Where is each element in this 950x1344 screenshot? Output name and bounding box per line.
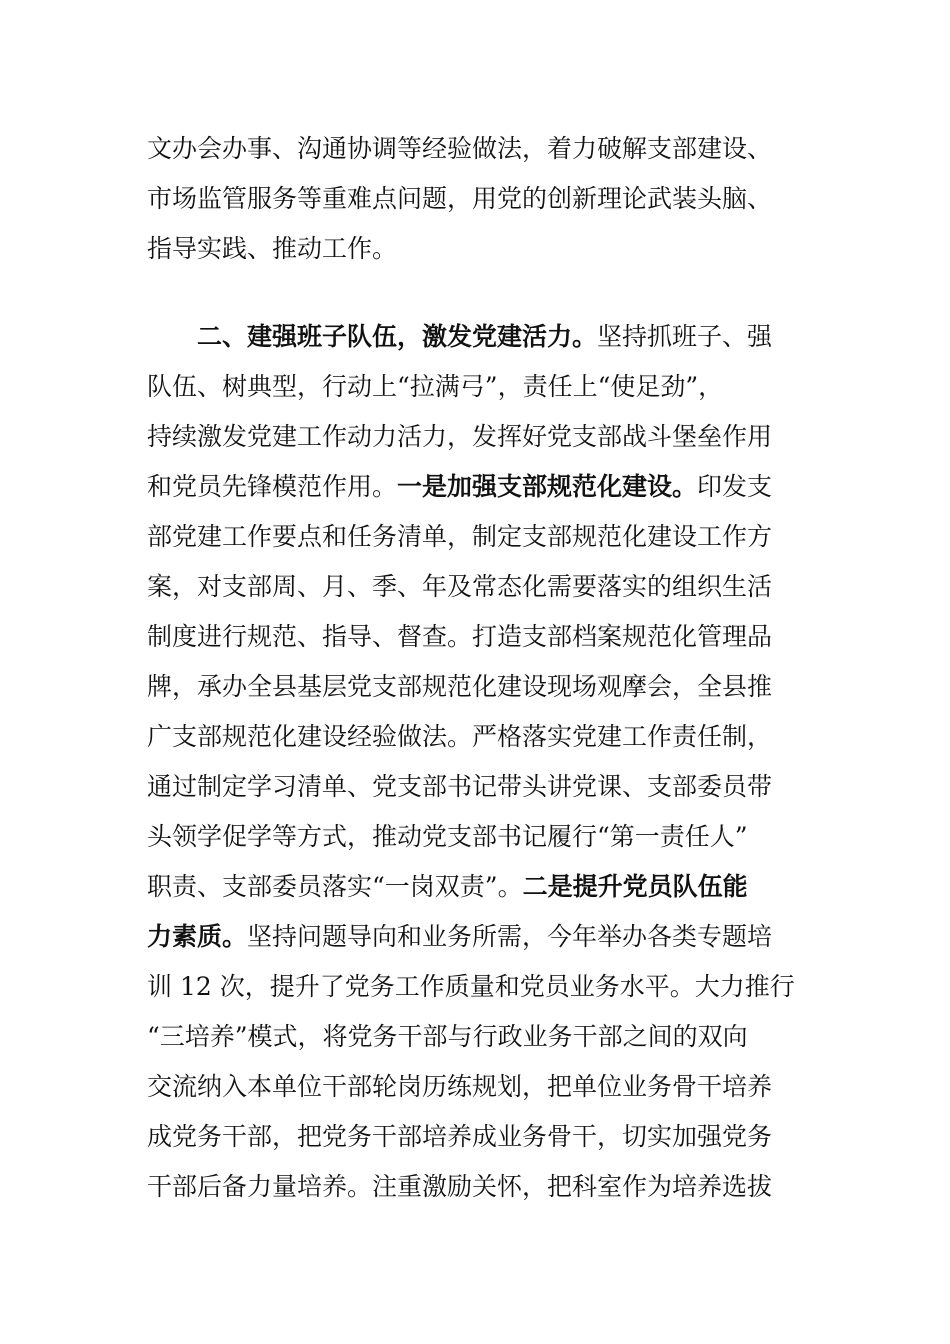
text-line: 市场监管服务等重难点问题，用党的创新理论武装头脑、 [147, 184, 773, 213]
text-line: 文办会办事、沟通协调等经验做法，着力破解支部建设、 [147, 134, 773, 163]
text-line: 通过制定学习清单、党支部书记带头讲党课、支部委员带 [147, 772, 773, 801]
text-line [197, 319, 807, 355]
text-line [147, 869, 807, 905]
text-line: 交流纳入本单位干部轮岗历练规划，把单位业务骨干培养 [147, 1072, 773, 1101]
text-line: 头领学促学等方式，推动党支部书记履行“第一责任人” [147, 822, 748, 851]
text-line: 案，对支部周、月、季、年及常态化需要落实的组织生活 [147, 572, 773, 601]
subheading: 一是加强支部规范化建设。 [397, 472, 698, 501]
text-span: 坚持抓班子、强 [597, 322, 773, 351]
text-line: 队伍、树典型，行动上“拉满弓”，责任上“使足劲”， [147, 372, 724, 401]
text-span: 印发支 [697, 472, 773, 501]
text-span: 和党员先锋模范作用。 [147, 472, 398, 501]
text-line [147, 469, 807, 505]
text-line [147, 919, 807, 955]
text-span: 坚持问题导向和业务所需，今年举办各类专题培 [247, 922, 773, 951]
text-span: 职责、支部委员落实“一岗双责”。 [147, 872, 523, 901]
text-line: “三培养”模式，将党务干部与行政业务干部之间的双向 [147, 1022, 748, 1051]
text-line: 指导实践、推动工作。 [147, 234, 398, 263]
text-line: 训 12 次，提升了党务工作质量和党员业务水平。大力推行 [147, 972, 795, 1001]
subheading: 二是提升党员队伍能 [522, 872, 748, 901]
text-line: 部党建工作要点和任务清单，制定支部规范化建设工作方 [147, 522, 773, 551]
text-line: 牌，承办全县基层党支部规范化建设现场观摩会，全县推 [147, 672, 773, 701]
section-heading: 二、建强班子队伍，激发党建活力。 [197, 322, 598, 351]
text-line: 成党务干部，把党务干部培养成业务骨干，切实加强党务 [147, 1122, 773, 1151]
text-line: 干部后备力量培养。注重激励关怀，把科室作为培养选拔 [147, 1172, 773, 1201]
text-line: 广支部规范化建设经验做法。严格落实党建工作责任制， [147, 722, 773, 751]
subheading: 力素质。 [147, 922, 248, 951]
text-line: 制度进行规范、指导、督查。打造支部档案规范化管理品 [147, 622, 773, 651]
text-line: 持续激发党建工作动力活力，发挥好党支部战斗堡垒作用 [147, 422, 773, 451]
